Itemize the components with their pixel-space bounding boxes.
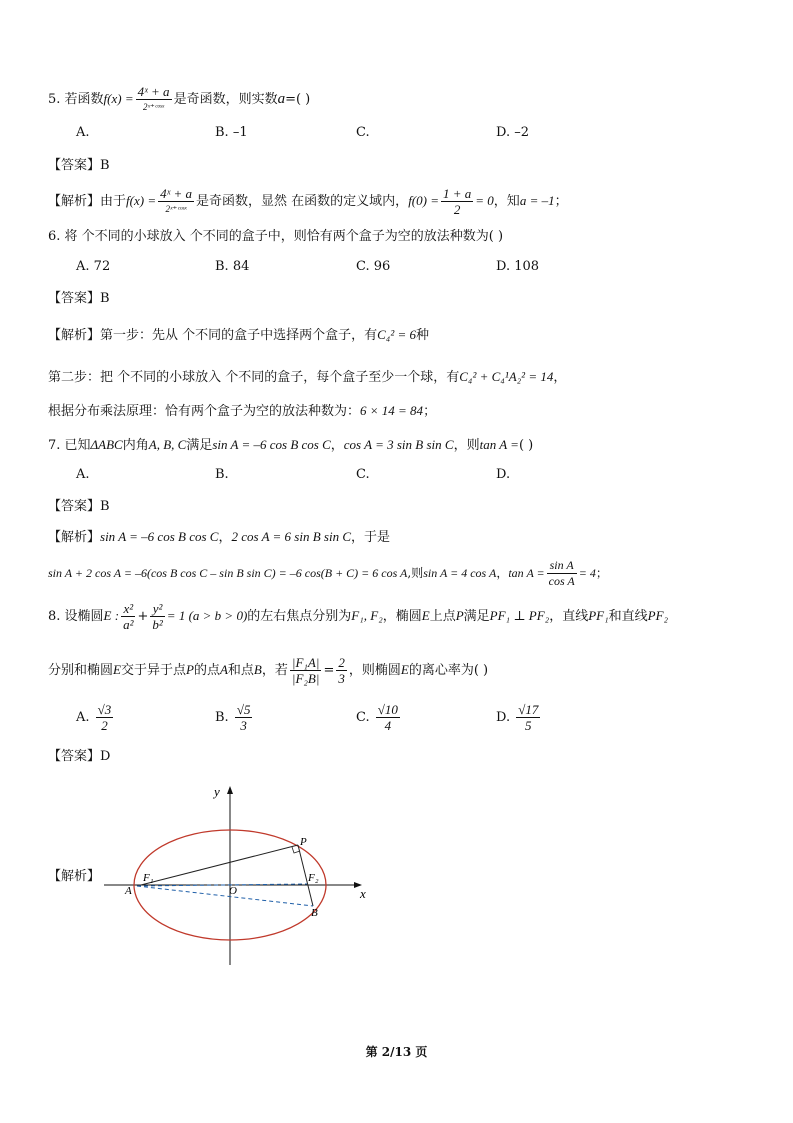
q5-den: 2ˣ⁺ᶜᵒˢˣ xyxy=(143,102,165,112)
q5-stem-post: 是奇函数，则实数 xyxy=(173,92,278,107)
q8-option-d: D. $\frac{√17}{5}$ xyxy=(496,702,539,733)
label-a: A xyxy=(125,885,132,897)
q8-stem-1: 8. 设椭圆E : $\frac{\text{x²}}{\text{a²}}$ + $\frac{\text{y²}}{\text{b²}}$ = 1 (a > b > 0)的左右焦点分别为F₁, F₂，椭圆E上点P满足PF₁ ⊥ PF₂，直线PF₁和直线PF₂ xyxy=(48,601,669,632)
q6-option-b: B. 84 xyxy=(215,259,250,274)
q6-answer: 【答案】B xyxy=(48,291,110,306)
q6-stem: 6. 将 个不同的小球放入 个不同的盒子中，则恰有两个盒子为空的放法种数为( ) xyxy=(48,229,504,244)
q6-analysis-3: 根据分布乘法原理：恰有两个盒子为空的放法种数为：6 × 14 = 84； xyxy=(48,403,437,419)
q5-option-d: D. –2 xyxy=(496,125,530,140)
q8-option-c: C. $\frac{√10}{4}$ xyxy=(356,702,398,733)
q6-option-d: D. 108 xyxy=(496,259,540,274)
label-f1: F₁ xyxy=(143,872,154,884)
q5-option-b: B. –1 xyxy=(215,125,248,140)
q7-answer: 【答案】B xyxy=(48,499,110,514)
label-b: B xyxy=(311,907,318,919)
q7-option-d: D. xyxy=(496,467,511,482)
q6-analysis-1: 【解析】第一步：先从 个不同的盒子中选择两个盒子，有C₄² = 6种 xyxy=(48,327,430,343)
q8-stem-2: 分别和椭圆E交于异于点P的点A和点B，若 $\frac{\text{|F₁A|}}{\text{|F₂B|}}$ = $\frac{2}{3}$ ，则椭圆E的离心率为( ) xyxy=(48,655,489,686)
q5-var: a xyxy=(277,91,286,107)
q7-option-c: C. xyxy=(356,467,370,482)
q5-stem-pre: 5. 若函数 xyxy=(48,92,104,107)
q5-option-c: C. xyxy=(356,125,370,140)
label-f2: F₂ xyxy=(308,872,319,884)
q8-option-a: A. $\frac{√3}{2}$ xyxy=(76,702,112,733)
q6-analysis-2: 第二步：把 个不同的小球放入 个不同的盒子，每个盒子至少一个球，有C₄² + C₄¹A₂² = 14， xyxy=(48,369,567,385)
q5-analysis: 【解析】由于f(x) = $\frac{\text{4ˣ + a}}{\text{2ˣ⁺ᶜᵒˢˣ}}$ 是奇函数，显然 在函数的定义域内，f(0) = $\frac{1 + a}{2}$ = 0，知a = –1； xyxy=(48,186,568,217)
label-x: x xyxy=(360,886,366,901)
q7-analysis-2: sin A + 2 cos A = –6(cos B cos C – sin B sin C) = –6 cos(B + C) = 6 cos A,则sin A = 4 cos A，tan A = $\frac{\text{sin A}}{\text{cos A}}$ = 4； xyxy=(48,558,608,588)
dashed-a-b xyxy=(137,886,313,906)
q8-analysis-tag: 【解析】 xyxy=(48,869,101,884)
q5-stem-end: =( ) xyxy=(285,92,311,107)
q7-stem: 7. 已知ΔABC内角A, B, C满足sin A = –6 cos B cos C，cos A = 3 sin B sin C，则tan A =( ) xyxy=(48,437,534,453)
q5-answer: 【答案】B xyxy=(48,158,110,173)
q5-option-a: A. xyxy=(76,125,90,140)
label-y: y xyxy=(214,784,220,799)
page-footer: 第 2/13 页 xyxy=(365,1045,428,1059)
q5-result: a = –1 xyxy=(519,193,555,208)
q5-fx: f(x) = xyxy=(103,91,134,106)
line-a-p xyxy=(137,845,298,886)
q5-num: 4ˣ + a xyxy=(137,84,170,99)
q7-analysis-1: 【解析】sin A = –6 cos B cos C，2 cos A = 6 sin B sin C，于是 xyxy=(48,529,391,545)
label-o: O xyxy=(229,885,237,897)
q7-option-b: B. xyxy=(215,467,229,482)
q8-option-b: B. $\frac{√5}{3}$ xyxy=(215,702,251,733)
q6-option-c: C. 96 xyxy=(356,259,391,274)
label-p: P xyxy=(300,836,307,848)
y-axis-arrow xyxy=(227,786,233,794)
q8-answer: 【答案】D xyxy=(48,749,111,764)
q7-option-a: A. xyxy=(76,467,90,482)
q6-option-a: A. 72 xyxy=(76,259,111,274)
